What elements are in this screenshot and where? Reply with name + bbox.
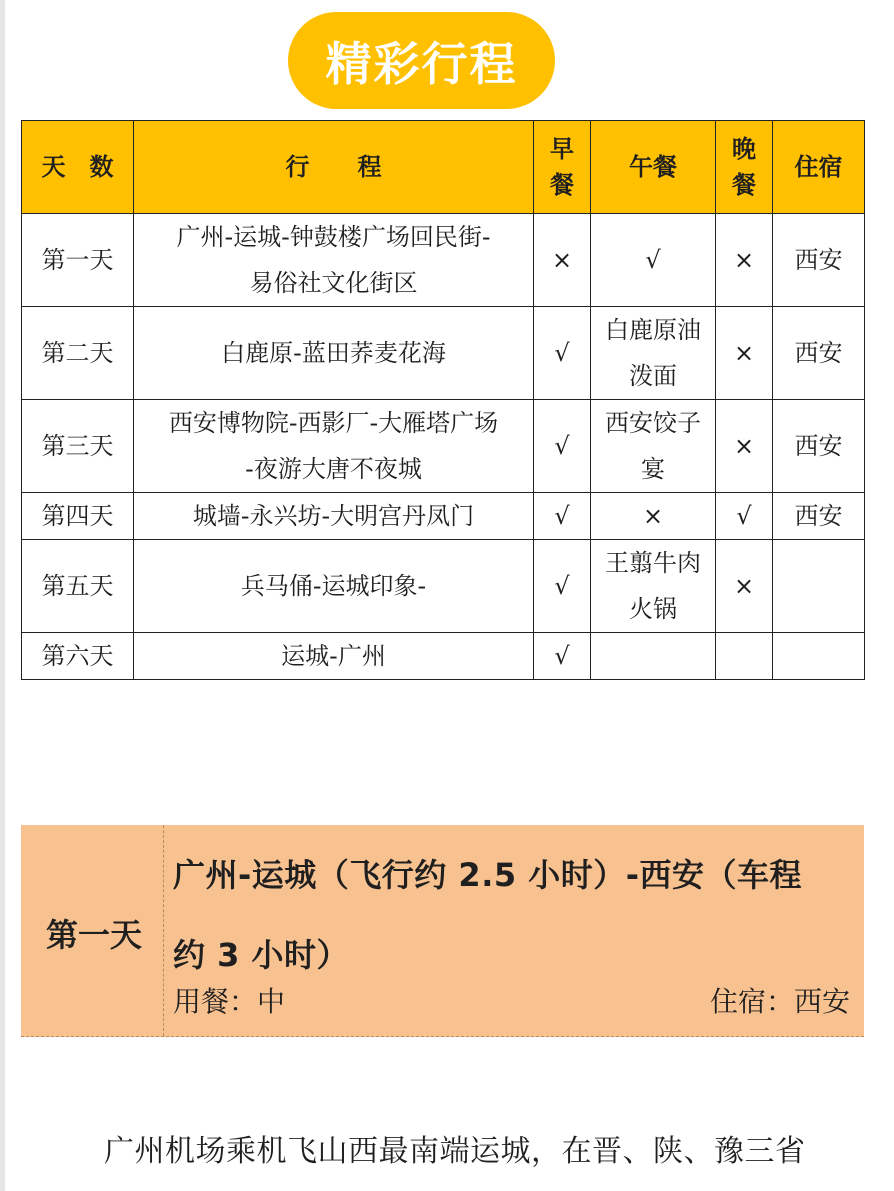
table-row: [22, 307, 865, 400]
row-dinner: ×: [716, 540, 773, 633]
row-breakfast: √: [534, 540, 591, 633]
row-route: 白鹿原-蓝田荞麦花海: [134, 307, 534, 400]
row-stay: 西安: [773, 307, 865, 400]
page-edge: [0, 0, 5, 1191]
day1-detail-box: [21, 825, 864, 1037]
day1-label: 第一天: [45, 916, 142, 954]
row-breakfast: √: [534, 493, 591, 540]
row-stay: [773, 633, 865, 680]
row-day: 第六天: [22, 633, 134, 680]
header-day: 天 数: [22, 121, 134, 214]
row-dinner: ×: [716, 400, 773, 493]
row-route: 运城-广州: [134, 633, 534, 680]
page-title: 精彩行程: [288, 12, 555, 109]
row-breakfast: √: [534, 307, 591, 400]
intro-paragraph: 广州机场乘机飞山西最南端运城，在晋、陕、豫三省: [104, 1134, 806, 1169]
row-dinner: ×: [716, 214, 773, 307]
row-lunch: ×: [591, 493, 716, 540]
row-stay: [773, 540, 865, 633]
row-lunch: [591, 633, 716, 680]
row-route: 广州-运城-钟鼓楼广场回民街- 易俗社文化街区: [134, 214, 534, 307]
table-row: [22, 400, 865, 493]
day1-divider: [163, 825, 164, 1036]
row-stay: 西安: [773, 400, 865, 493]
header-lunch: 午餐: [591, 121, 716, 214]
day1-meal: 用餐：中: [173, 985, 286, 1018]
row-breakfast: √: [534, 633, 591, 680]
row-day: 第三天: [22, 400, 134, 493]
row-route: 西安博物院-西影厂-大雁塔广场 -夜游大唐不夜城: [134, 400, 534, 493]
row-dinner: ×: [716, 307, 773, 400]
row-lunch: √: [591, 214, 716, 307]
row-route: 兵马俑-运城印象-: [134, 540, 534, 633]
row-day: 第五天: [22, 540, 134, 633]
header-route: 行 程: [134, 121, 534, 214]
header-breakfast: 早 餐: [534, 121, 591, 214]
row-day: 第四天: [22, 493, 134, 540]
day1-stay: 住宿：西安: [709, 985, 850, 1018]
row-breakfast: √: [534, 400, 591, 493]
table-row: [22, 214, 865, 307]
row-lunch: 白鹿原油 泼面: [591, 307, 716, 400]
table-row: [22, 540, 865, 633]
row-day: 第一天: [22, 214, 134, 307]
row-dinner: √: [716, 493, 773, 540]
row-breakfast: ×: [534, 214, 591, 307]
row-dinner: [716, 633, 773, 680]
day1-route: 广州-运城（飞行约 2.5 小时）-西安（车程 约 3 小时）: [173, 856, 803, 974]
row-route: 城墙-永兴坊-大明宫丹凤门: [134, 493, 534, 540]
row-stay: 西安: [773, 214, 865, 307]
row-lunch: 西安饺子 宴: [591, 400, 716, 493]
table-row: [22, 633, 865, 680]
row-day: 第二天: [22, 307, 134, 400]
row-lunch: 王翦牛肉 火锅: [591, 540, 716, 633]
header-stay: 住宿: [773, 121, 865, 214]
row-stay: 西安: [773, 493, 865, 540]
table-row: [22, 493, 865, 540]
header-dinner: 晚 餐: [716, 121, 773, 214]
table-header-row: [22, 121, 865, 214]
itinerary-table: [21, 120, 865, 680]
